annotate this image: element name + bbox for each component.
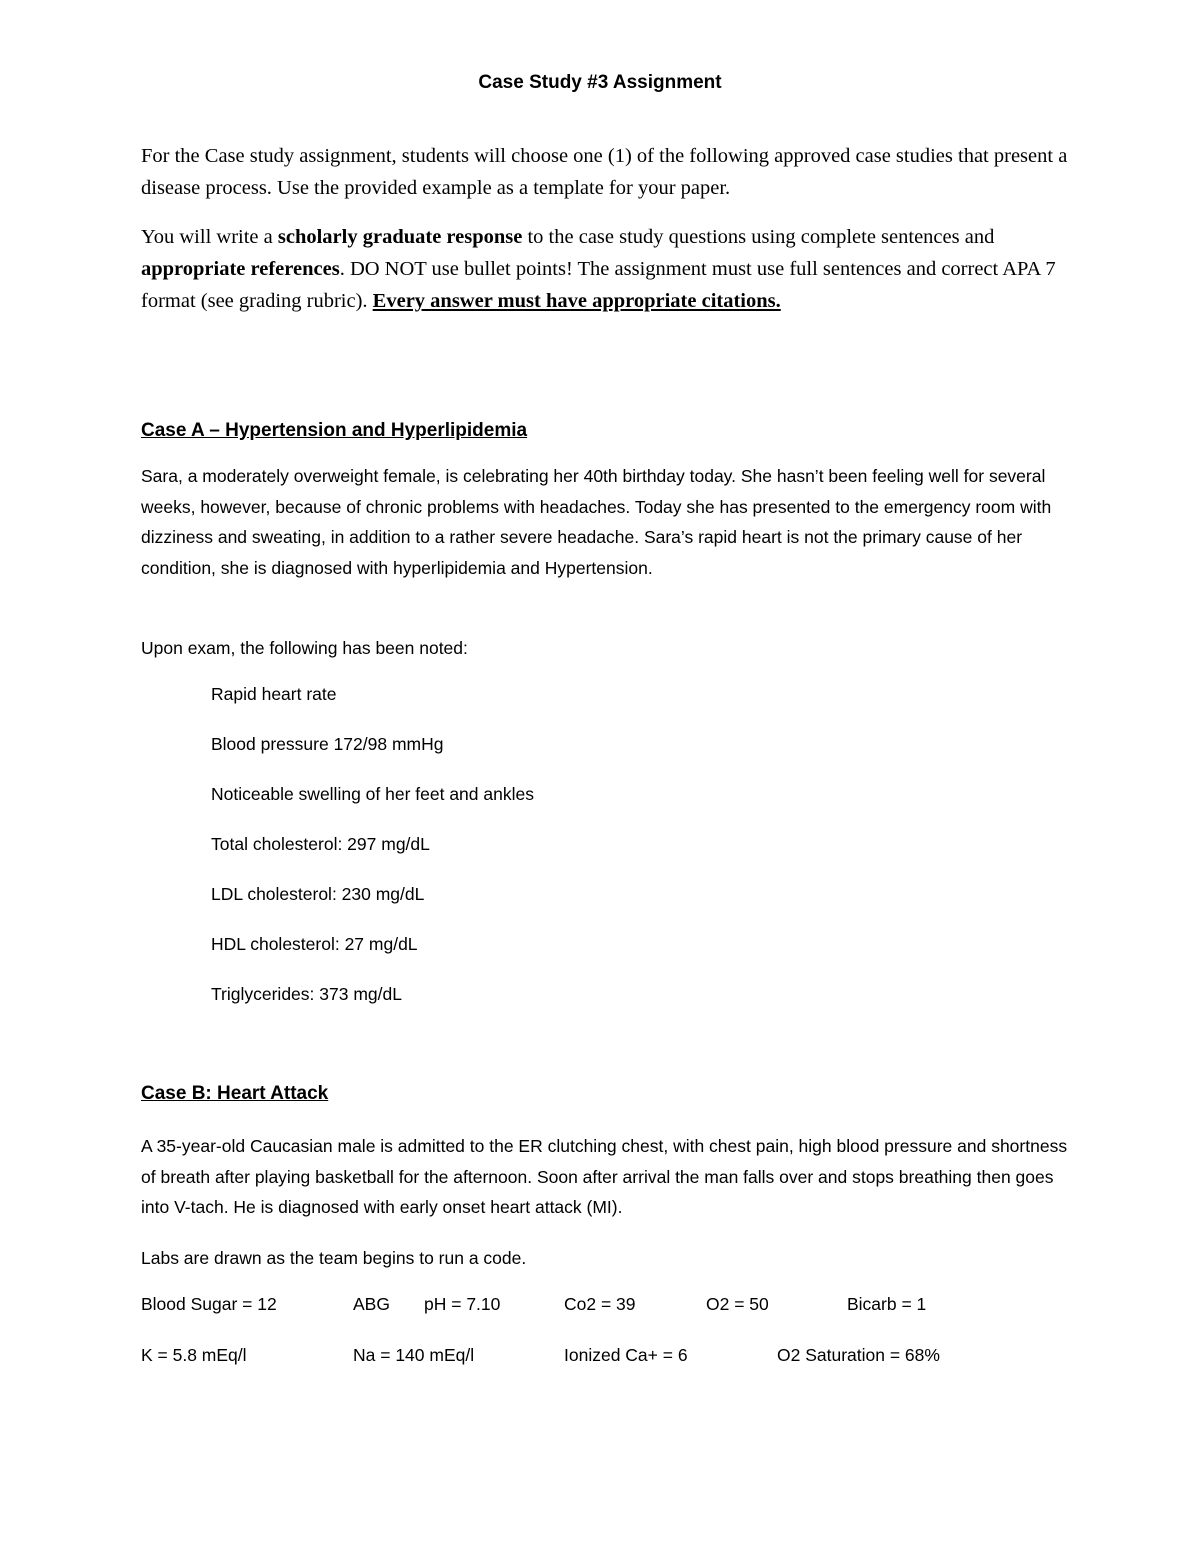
case-a-finding: HDL cholesterol: 27 mg/dL	[211, 934, 418, 954]
case-a-finding: Rapid heart rate	[211, 684, 337, 704]
lab-value: Blood Sugar = 12	[141, 1294, 277, 1314]
lab-value: K = 5.8 mEq/l	[141, 1345, 247, 1365]
case-a-finding: Noticeable swelling of her feet and ankles	[211, 784, 534, 804]
intro-text: You will write a	[141, 226, 278, 248]
lab-value: Bicarb = 1	[847, 1294, 927, 1314]
case-a-finding: Total cholesterol: 297 mg/dL	[211, 834, 430, 854]
lab-value: pH = 7.10	[424, 1294, 501, 1314]
lab-value: ABG	[353, 1294, 390, 1314]
case-a-finding: Blood pressure 172/98 mmHg	[211, 734, 444, 754]
lab-value: O2 = 50	[706, 1294, 769, 1314]
lab-value: Na = 140 mEq/l	[353, 1345, 475, 1365]
intro-bold-references: appropriate references	[141, 258, 340, 280]
intro-citation-requirement: Every answer must have appropriate citations.	[372, 290, 781, 312]
case-a-description: Sara, a moderately overweight female, is celebrating her 40th birthday today. She hasn’t been feeling well for several weeks, however, because of chronic problems with headaches. Today she has presented to the emergency room with dizziness and sweating, in addition to a rather severe headache. Sara’s rapid heart is not the primary cause of her condition, she is diagnosed with hyperlipidemia and Hypertension.	[141, 466, 1052, 578]
intro-text: . DO NOT use bullet points! The assignment must use full sentences and correct APA 7 format (see grading rubric).	[141, 258, 1056, 312]
case-a-exam-intro: Upon exam, the following has been noted:	[141, 638, 468, 658]
document-title: Case Study #3 Assignment	[478, 72, 722, 93]
intro-paragraph-2	[141, 221, 1071, 317]
case-b-heading: Case B: Heart Attack	[141, 1083, 329, 1104]
lab-value: O2 Saturation = 68%	[777, 1345, 940, 1365]
case-b-labs-intro: Labs are drawn as the team begins to run a code.	[141, 1248, 527, 1268]
intro-bold-scholarly: scholarly graduate response	[277, 226, 523, 248]
case-b-description: A 35-year-old Caucasian male is admitted to the ER clutching chest, with chest pain, high blood pressure and shortness of breath after playing basketball for the afternoon. Soon after arrival the man falls over and stops breathing then goes into V-tach. He is diagnosed with early onset heart attack (MI).	[141, 1136, 1068, 1217]
lab-value: Ionized Ca+ = 6	[564, 1345, 688, 1365]
intro-text: to the case study questions using complete sentences and	[522, 226, 995, 248]
lab-value: Co2 = 39	[564, 1294, 636, 1314]
case-a-finding: LDL cholesterol: 230 mg/dL	[211, 884, 425, 904]
case-a-heading: Case A – Hypertension and Hyperlipidemia	[141, 420, 528, 441]
case-a-finding: Triglycerides: 373 mg/dL	[211, 984, 402, 1004]
intro-paragraph-1: For the Case study assignment, students will choose one (1) of the following approved case studies that present a disease process. Use the provided example as a template for your paper.	[141, 145, 1068, 199]
